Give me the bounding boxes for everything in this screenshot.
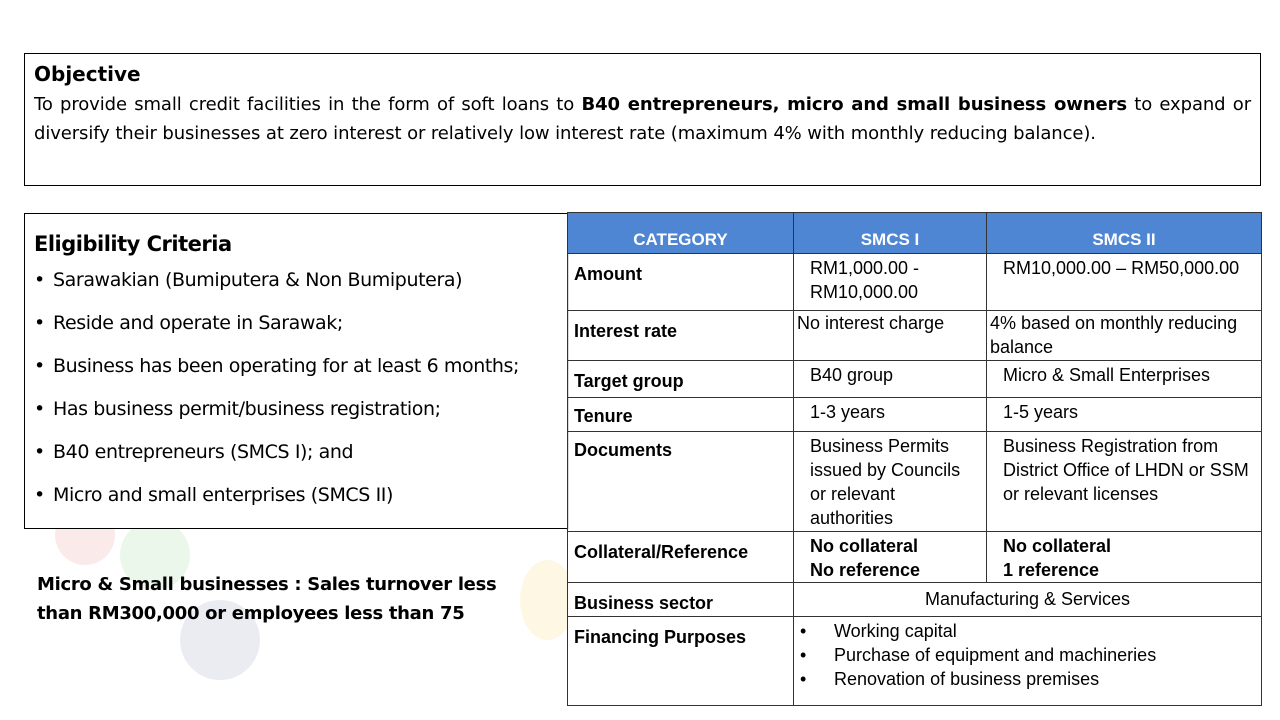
cell-target-smcs1: B40 group bbox=[794, 361, 987, 398]
row-label-interest: Interest rate bbox=[568, 311, 794, 361]
reference-text: 1 reference bbox=[1003, 560, 1100, 580]
table-row bbox=[568, 311, 1262, 361]
bullet-icon: • bbox=[34, 398, 45, 420]
cell-amount-smcs1: RM1,000.00 - RM10,000.00 bbox=[794, 254, 987, 311]
list-item bbox=[34, 354, 568, 397]
list-item bbox=[34, 440, 568, 483]
list-item-text: Micro and small enterprises (SMCS II) bbox=[53, 484, 394, 506]
reference-text: No reference bbox=[810, 560, 921, 580]
purposes-list bbox=[794, 617, 1261, 691]
column-header-smcs1: SMCS I bbox=[794, 213, 987, 254]
loan-comparison-table bbox=[567, 212, 1262, 706]
list-item-text: B40 entrepreneurs (SMCS I); and bbox=[53, 441, 354, 463]
list-item-text: Purchase of equipment and machineries bbox=[834, 645, 1157, 665]
table-row bbox=[568, 432, 1262, 532]
micro-small-definition-note: Micro & Small businesses : Sales turnover less than RM300,000 or employees less than 75 bbox=[37, 574, 497, 624]
list-item bbox=[800, 619, 1261, 643]
objective-text-start: To provide small credit facilities in the form of soft loans to bbox=[34, 94, 582, 115]
row-label-target: Target group bbox=[568, 361, 794, 398]
objective-text-bold: B40 entrepreneurs, micro and small business owners bbox=[581, 94, 1127, 115]
eligibility-box bbox=[24, 213, 569, 529]
row-label-amount: Amount bbox=[568, 254, 794, 311]
cell-tenure-smcs2: 1-5 years bbox=[987, 398, 1262, 432]
list-item bbox=[800, 643, 1261, 667]
objective-box bbox=[24, 53, 1261, 186]
cell-collateral-smcs1 bbox=[794, 532, 987, 583]
list-item-text: Has business permit/business registration; bbox=[53, 398, 441, 420]
bullet-icon: • bbox=[34, 441, 45, 463]
bullet-icon: • bbox=[800, 645, 807, 665]
list-item bbox=[800, 667, 1261, 691]
collateral-text: No collateral bbox=[810, 536, 919, 556]
row-label-sector: Business sector bbox=[568, 583, 794, 617]
list-item bbox=[34, 483, 568, 526]
table-row bbox=[568, 361, 1262, 398]
cell-interest-smcs2: 4% based on monthly reducing balance bbox=[987, 311, 1262, 361]
table-row bbox=[568, 398, 1262, 432]
objective-heading: Objective bbox=[34, 62, 141, 86]
cell-tenure-smcs1: 1-3 years bbox=[794, 398, 987, 432]
cell-interest-smcs1: No interest charge bbox=[794, 311, 987, 361]
table-row bbox=[568, 254, 1262, 311]
table-row bbox=[568, 583, 1262, 617]
list-item bbox=[34, 311, 568, 354]
bullet-icon: • bbox=[800, 621, 807, 641]
list-item-text: Business has been operating for at least 6 months; bbox=[53, 355, 520, 377]
row-label-collateral: Collateral/Reference bbox=[568, 532, 794, 583]
list-item-text: Sarawakian (Bumiputera & Non Bumiputera) bbox=[53, 269, 463, 291]
list-item bbox=[34, 397, 568, 440]
table-header-row bbox=[568, 213, 1262, 254]
table-row bbox=[568, 617, 1262, 706]
objective-text bbox=[34, 90, 1251, 148]
cell-collateral-smcs2 bbox=[987, 532, 1262, 583]
list-item bbox=[34, 268, 568, 311]
bullet-icon: • bbox=[34, 269, 45, 291]
objective-text-end: to expand or diversify their businesses at zero interest or relatively low interest rate (maximum 4% with monthly reducing balance). bbox=[34, 94, 1251, 144]
eligibility-list bbox=[34, 268, 568, 526]
column-header-category: CATEGORY bbox=[568, 213, 794, 254]
cell-documents-smcs1: Business Permits issued by Councils or relevant authorities bbox=[794, 432, 987, 532]
column-header-smcs2: SMCS II bbox=[987, 213, 1262, 254]
cell-sector: Manufacturing & Services bbox=[794, 583, 1262, 617]
list-item-text: Working capital bbox=[834, 621, 957, 641]
row-label-tenure: Tenure bbox=[568, 398, 794, 432]
bullet-icon: • bbox=[34, 484, 45, 506]
cell-purposes bbox=[794, 617, 1262, 706]
bullet-icon: • bbox=[34, 312, 45, 334]
bullet-icon: • bbox=[34, 355, 45, 377]
row-label-purposes: Financing Purposes bbox=[568, 617, 794, 706]
eligibility-heading: Eligibility Criteria bbox=[34, 232, 232, 256]
row-label-documents: Documents bbox=[568, 432, 794, 532]
cell-documents-smcs2: Business Registration from District Office of LHDN or SSM or relevant licenses bbox=[987, 432, 1262, 532]
list-item-text: Reside and operate in Sarawak; bbox=[53, 312, 343, 334]
cell-target-smcs2: Micro & Small Enterprises bbox=[987, 361, 1262, 398]
collateral-text: No collateral bbox=[1003, 536, 1112, 556]
table-row bbox=[568, 532, 1262, 583]
bullet-icon: • bbox=[800, 669, 807, 689]
list-item-text: Renovation of business premises bbox=[834, 669, 1100, 689]
cell-amount-smcs2: RM10,000.00 – RM50,000.00 bbox=[987, 254, 1262, 311]
